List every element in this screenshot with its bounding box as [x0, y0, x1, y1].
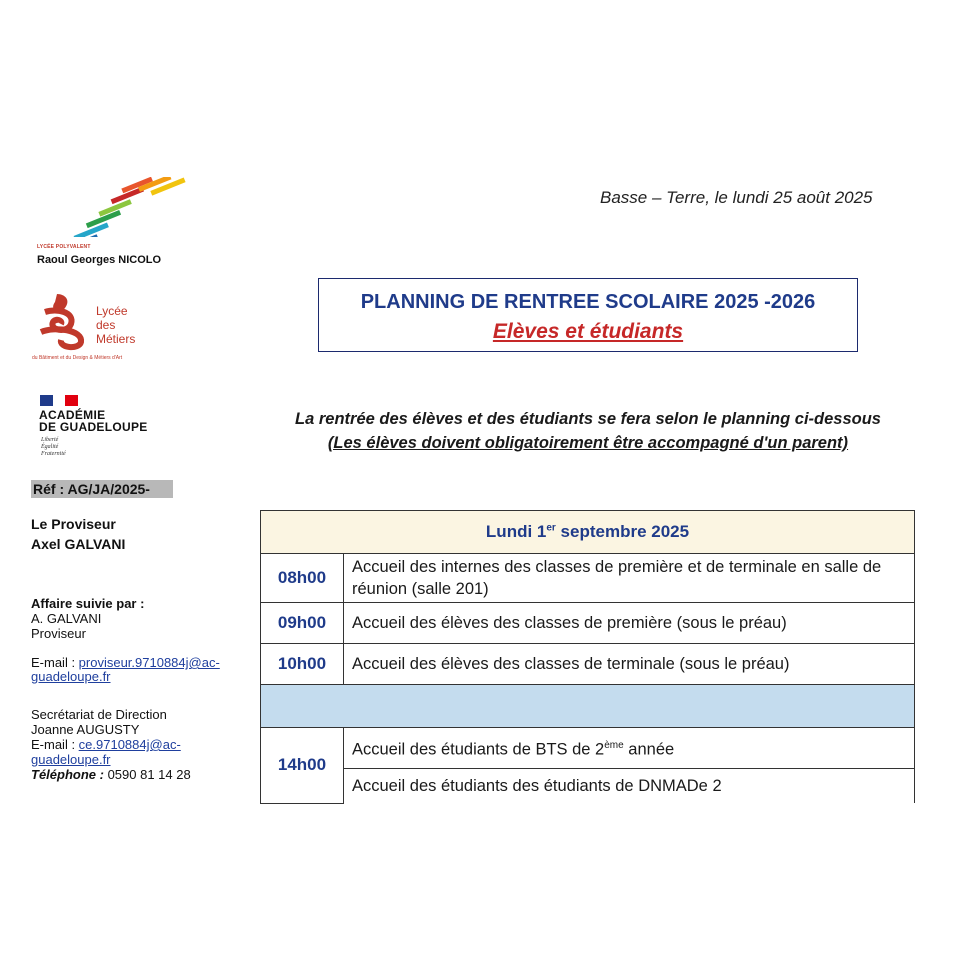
school-logo-icon	[37, 177, 227, 237]
affaire-role: Proviseur	[31, 626, 86, 641]
proviseur-block	[31, 514, 125, 554]
row-desc: Accueil des élèves des classes de première (sous le préau)	[344, 603, 915, 644]
secretariat-email-label: E-mail :	[31, 737, 79, 752]
proviseur-title: Le Proviseur	[31, 516, 116, 532]
affaire-name: A. GALVANI	[31, 611, 102, 626]
reference-label: Réf : AG/JA/2025-	[31, 480, 173, 498]
table-row	[261, 554, 915, 603]
affaire-suivie-block	[31, 596, 144, 641]
row-desc: Accueil des élèves des classes de terminale (sous le préau)	[344, 644, 915, 685]
phone-label: Téléphone :	[31, 767, 104, 782]
row-time: 10h00	[261, 644, 344, 685]
proviseur-name: Axel GALVANI	[31, 536, 126, 552]
lycee-type-label: LYCÉE POLYVALENT	[37, 244, 91, 250]
ldm-line1: Lycée	[96, 304, 128, 318]
table-row	[261, 769, 915, 804]
table-row	[261, 728, 915, 769]
ldm-line3: Métiers	[96, 332, 136, 346]
row-time: 14h00	[261, 728, 344, 804]
row-desc: Accueil des internes des classes de première et de terminale en salle de réunion (salle 201)	[344, 554, 915, 603]
motto-liberte: Liberté	[41, 437, 59, 443]
schedule-table	[260, 510, 915, 804]
affaire-label: Affaire suivie par :	[31, 596, 145, 611]
lunch-break-row	[261, 685, 915, 728]
pm-row1-sup: ème	[604, 740, 624, 752]
ldm-subtitle: du Bâtiment et du Design & Métiers d'Art	[32, 355, 123, 361]
intro-line1: La rentrée des élèves et des étudiants se fera selon le planning ci-dessous	[295, 410, 881, 428]
email-label: E-mail :	[31, 655, 79, 670]
table-row	[261, 644, 915, 685]
academie-logo-text	[39, 409, 148, 433]
phone-line	[31, 767, 251, 782]
row-time: 09h00	[261, 603, 344, 644]
day-suffix: septembre 2025	[555, 522, 690, 541]
row-desc: Accueil des étudiants des étudiants de DNMADe 2	[344, 769, 915, 804]
secretariat-name: Joanne AUGUSTY	[31, 722, 140, 737]
lunch-break-cell	[261, 685, 915, 728]
proviseur-email-link[interactable]: proviseur.9710884j@ac-guadeloupe.fr	[31, 655, 220, 684]
row-desc	[344, 728, 915, 769]
secretariat-email-link[interactable]: ce.9710884j@ac-guadeloupe.fr	[31, 737, 181, 767]
row-time: 08h00	[261, 554, 344, 603]
title-box	[318, 278, 858, 352]
table-row	[261, 603, 915, 644]
republic-motto	[41, 437, 66, 458]
academie-line1: ACADÉMIE	[39, 408, 106, 422]
secretariat-email-line	[31, 737, 251, 767]
secretariat-block	[31, 707, 251, 782]
ldm-line2: des	[96, 318, 116, 332]
page-title: PLANNING DE RENTREE SCOLAIRE 2025 -2026	[360, 291, 816, 313]
intro-line2: (Les élèves doivent obligatoirement être accompagné d'un parent)	[327, 434, 849, 452]
phone-value: 0590 81 14 28	[103, 767, 191, 782]
schedule-day-row	[261, 511, 915, 554]
motto-fraternite: Fraternité	[41, 451, 66, 457]
motto-egalite: Égalité	[41, 444, 59, 450]
lycee-name: Raoul Georges NICOLO	[37, 254, 162, 266]
academie-line2: DE GUADELOUPE	[39, 420, 148, 434]
day-prefix: Lundi 1	[485, 522, 547, 541]
lycee-des-metiers-logo-icon	[35, 290, 95, 352]
secretariat-title: Secrétariat de Direction	[31, 707, 167, 722]
lycee-des-metiers-text	[96, 304, 135, 346]
french-republic-flag-icon	[40, 395, 78, 406]
proviseur-email-block	[31, 656, 241, 684]
pm-row1-suffix: année	[623, 740, 675, 759]
pm-row1-prefix: Accueil des étudiants de BTS de 2	[352, 740, 605, 759]
page-subtitle: Elèves et étudiants	[492, 320, 684, 343]
schedule-day-header	[261, 511, 915, 554]
day-sup: er	[546, 522, 556, 534]
date-line: Basse – Terre, le lundi 25 août 2025	[600, 188, 873, 207]
